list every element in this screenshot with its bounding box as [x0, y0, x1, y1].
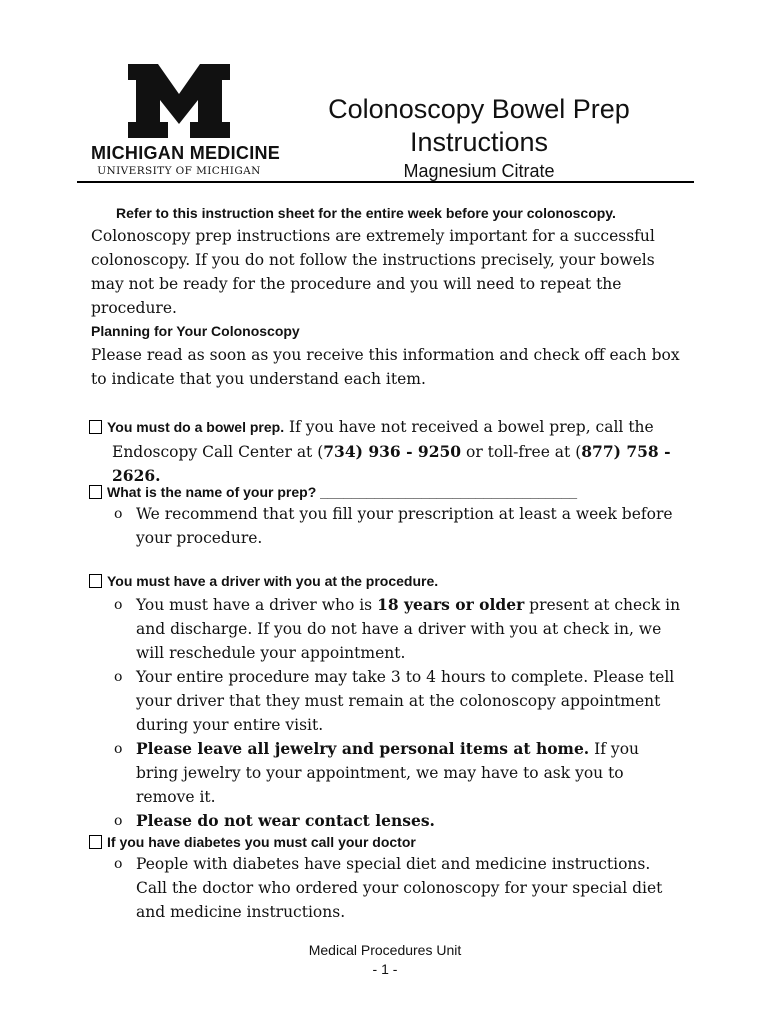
- list-item: [112, 502, 682, 550]
- page-title-line-2: Instructions: [409, 127, 549, 157]
- bullet-icon: o: [114, 506, 123, 522]
- diabetes-bullets: [112, 852, 682, 924]
- item-label-diabetes: If you have diabetes you must call your doctor: [107, 834, 416, 850]
- list-item: [112, 593, 682, 665]
- bullet-icon: o: [114, 597, 123, 613]
- item-label-prep-name: What is the name of your prep?: [107, 484, 317, 500]
- checkbox-prep-name[interactable]: [89, 485, 102, 499]
- list-item-emphasis: Please do not wear contact lenses.: [136, 811, 435, 830]
- call-center-phone: 734) 936 - 9250: [323, 442, 462, 461]
- toll-free-text: or toll-free at (: [461, 443, 582, 461]
- list-item-text: If you bring jewelry to your appointment, we may have to ask you to remove it.: [136, 740, 640, 806]
- logo-subtitle: UNIVERSITY OF MICHIGAN: [97, 165, 261, 177]
- list-item-text: present at check in and discharge. If you do not have a driver with you at check in, we will reschedule your appointment.: [136, 596, 681, 662]
- bullet-icon: o: [114, 856, 123, 872]
- footer-unit: Medical Procedures Unit: [308, 942, 462, 958]
- item-label-driver: You must have a driver with you at the procedure.: [107, 573, 439, 589]
- list-item: [112, 737, 682, 809]
- intro-paragraph: Colonoscopy prep instructions are extremely important for a successful colonoscopy. If you do not follow the instructions precisely, your bowels may not be ready for the procedure and you will need to repeat the procedure.: [91, 227, 655, 317]
- item-text-bowel-prep: If you have not received a bowel prep, call the: [284, 418, 654, 436]
- header-divider: [77, 181, 694, 183]
- driver-bullets: [112, 593, 682, 833]
- page-subtitle: Magnesium Citrate: [403, 161, 555, 181]
- list-item: [112, 852, 682, 924]
- list-item-text: Your entire procedure may take 3 to 4 hours to complete. Please tell your driver that they must remain at the colonoscopy appointment during your entire visit.: [136, 668, 675, 734]
- page-number: - 1 -: [372, 961, 398, 977]
- planning-heading: Planning for Your Colonoscopy: [91, 323, 300, 339]
- list-item-emphasis: Please leave all jewelry and personal items at home.: [136, 739, 590, 758]
- checklist-item-bowel-prep: [89, 415, 689, 488]
- intro-bold-line: Refer to this instruction sheet for the entire week before your colonoscopy.: [116, 205, 616, 221]
- bullet-icon: o: [114, 741, 123, 757]
- bullet-icon: o: [114, 669, 123, 685]
- page-title-line-1: Colonoscopy Bowel Prep: [328, 94, 630, 124]
- list-item-emphasis: 18 years or older: [377, 595, 525, 614]
- prep-name-blank-field[interactable]: _________________________________: [316, 484, 578, 500]
- checkbox-diabetes[interactable]: [89, 835, 102, 849]
- planning-paragraph: Please read as soon as you receive this information and check off each box to indicate that you understand each item.: [91, 346, 680, 388]
- checkbox-bowel-prep[interactable]: [89, 420, 102, 434]
- list-item: [112, 665, 682, 737]
- page-title: [300, 93, 658, 159]
- list-item-text: You must have a driver who is: [136, 596, 378, 614]
- list-item-text: People with diabetes have special diet and medicine instructions. Call the doctor who ordered your colonoscopy for your special diet and medicine instructions.: [136, 855, 663, 921]
- bullet-icon: o: [114, 813, 123, 829]
- call-center-text: Endoscopy Call Center at (: [112, 443, 324, 461]
- prep-name-bullets: [112, 502, 682, 550]
- checkbox-driver[interactable]: [89, 574, 102, 588]
- toll-free-phone: 877) 758 - 2626.: [112, 442, 671, 485]
- logo-title: MICHIGAN MEDICINE: [91, 143, 281, 163]
- checklist-item-driver: [89, 569, 689, 594]
- item-label-bowel-prep: You must do a bowel prep.: [107, 419, 285, 435]
- list-item-text: We recommend that you fill your prescription at least a week before your procedure.: [136, 505, 673, 547]
- michigan-block-m-logo: [128, 64, 230, 138]
